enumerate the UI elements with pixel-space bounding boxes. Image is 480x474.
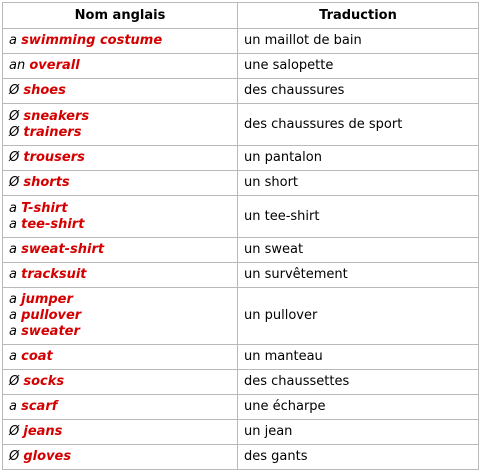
article: a [9,33,17,48]
header-english: Nom anglais [3,3,238,29]
article: a [9,267,17,282]
english-term [9,292,231,308]
english-noun: tracksuit [21,267,87,282]
article: a [9,308,17,323]
english-term [9,242,231,258]
english-cell [3,54,238,79]
english-term [9,83,231,99]
english-noun: jumper [21,292,73,307]
english-noun: gloves [23,449,72,464]
table-row [3,395,479,420]
english-noun: trousers [23,150,85,165]
header-french: Traduction [238,3,479,29]
article: a [9,216,17,232]
vocabulary-table [2,2,479,470]
table-row [3,445,479,470]
english-term [9,109,231,125]
article: Ø [9,150,20,165]
article: Ø [9,175,20,190]
article: Ø [9,108,20,124]
french-translation: un short [238,171,479,196]
english-noun: socks [23,374,65,389]
article: a [9,200,17,216]
english-term [9,308,231,324]
english-term [9,399,231,415]
english-term [9,449,231,465]
article: an [9,58,26,73]
table-row [3,238,479,263]
french-translation: une salopette [238,54,479,79]
table-row [3,288,479,345]
english-term [9,424,231,440]
article: Ø [9,449,20,464]
french-translation: un sweat [238,238,479,263]
table-row [3,171,479,196]
table-row [3,420,479,445]
french-translation: un tee-shirt [238,196,479,238]
table-row [3,196,479,238]
english-cell [3,29,238,54]
article: a [9,349,17,364]
french-translation: des chaussures de sport [238,104,479,146]
table-row [3,345,479,370]
english-noun: swimming costume [21,33,163,48]
english-cell [3,395,238,420]
table-row [3,263,479,288]
english-noun: trainers [23,124,82,140]
english-noun: coat [21,349,53,364]
french-translation: un survêtement [238,263,479,288]
article: Ø [9,374,20,389]
table-row [3,29,479,54]
french-translation: un manteau [238,345,479,370]
article: a [9,292,17,307]
english-cell [3,238,238,263]
english-noun: tee-shirt [21,216,85,232]
table-row [3,54,479,79]
english-cell [3,288,238,345]
header-row [3,3,479,29]
english-term [9,217,231,233]
article: a [9,242,17,257]
english-noun: sweat-shirt [21,242,105,257]
english-term [9,349,231,365]
english-noun: sneakers [23,108,90,124]
article: Ø [9,83,20,98]
english-cell [3,171,238,196]
english-term [9,201,231,217]
french-translation: une écharpe [238,395,479,420]
english-noun: overall [29,58,80,73]
french-translation: des chaussures [238,79,479,104]
article: Ø [9,424,20,439]
english-term [9,267,231,283]
english-cell [3,104,238,146]
english-noun: shoes [23,83,66,98]
article: Ø [9,124,20,140]
french-translation: des gants [238,445,479,470]
english-noun: pullover [21,308,82,323]
english-term [9,374,231,390]
english-noun: jeans [23,424,63,439]
english-term [9,58,231,74]
english-cell [3,345,238,370]
table-row [3,79,479,104]
english-cell [3,263,238,288]
english-term [9,33,231,49]
french-translation: un maillot de bain [238,29,479,54]
english-term [9,125,231,141]
article: a [9,324,17,339]
french-translation: un pantalon [238,146,479,171]
english-cell [3,370,238,395]
english-cell [3,196,238,238]
french-translation: des chaussettes [238,370,479,395]
english-noun: shorts [23,175,70,190]
table-row [3,104,479,146]
english-cell [3,445,238,470]
french-translation: un pullover [238,288,479,345]
table-body [3,29,479,470]
english-cell [3,420,238,445]
english-noun: scarf [21,399,58,414]
french-translation: un jean [238,420,479,445]
english-term [9,324,231,340]
table-row [3,370,479,395]
english-noun: T-shirt [21,200,68,216]
english-cell [3,79,238,104]
english-noun: sweater [21,324,80,339]
article: a [9,399,17,414]
table-row [3,146,479,171]
english-cell [3,146,238,171]
english-term [9,150,231,166]
english-term [9,175,231,191]
